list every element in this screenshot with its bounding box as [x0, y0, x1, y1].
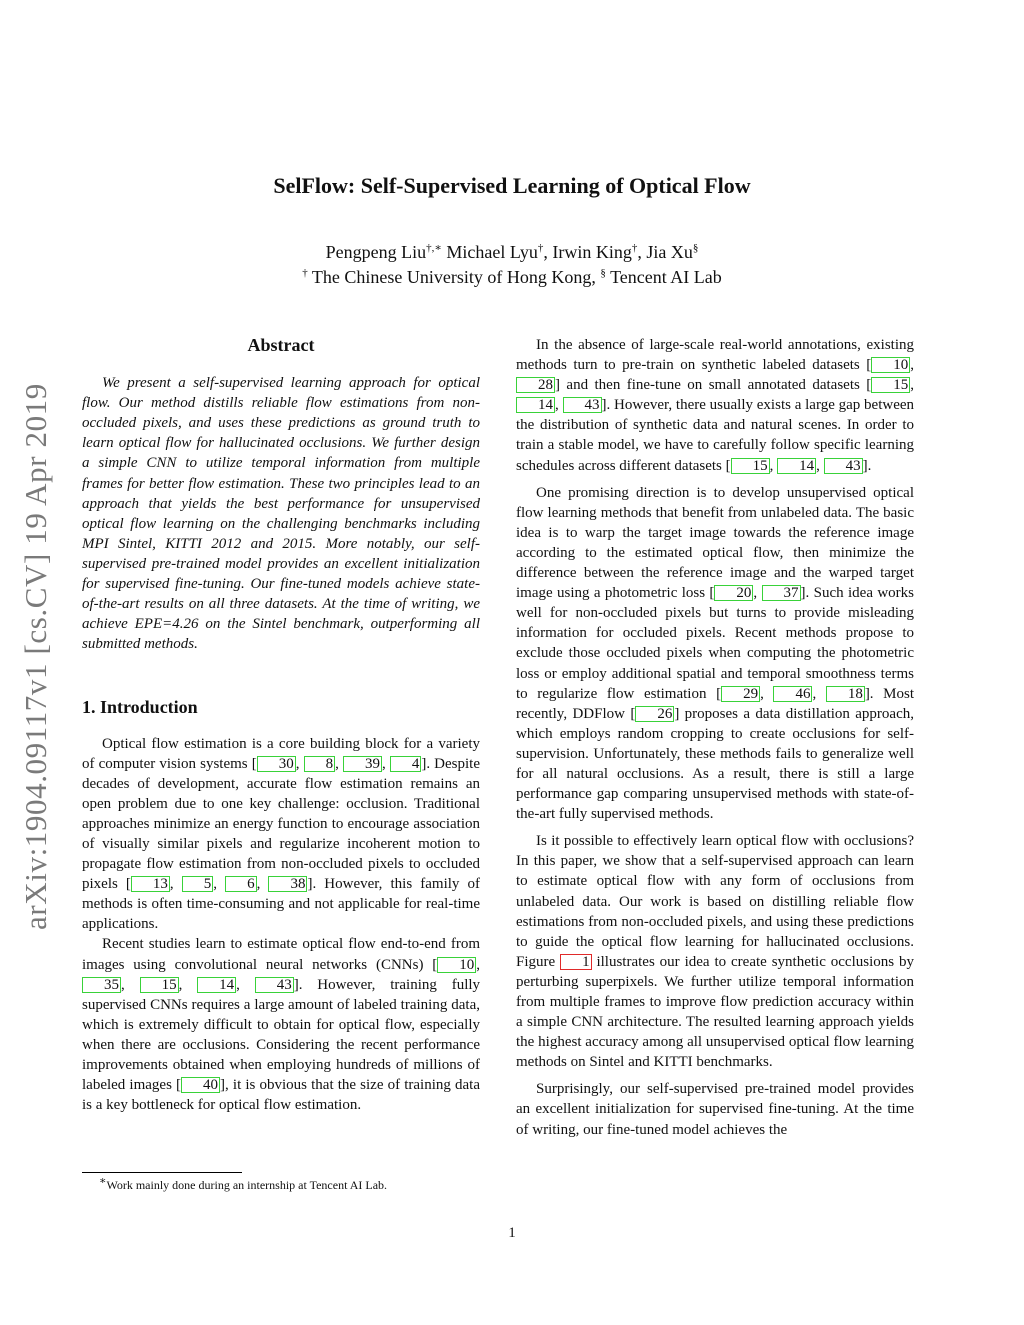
- citation-link[interactable]: 28: [516, 377, 555, 393]
- citation-link[interactable]: 13: [131, 876, 170, 892]
- citation-link[interactable]: 15: [731, 458, 770, 474]
- citation-link[interactable]: 39: [343, 756, 382, 772]
- citation-link[interactable]: 15: [140, 977, 179, 993]
- author-name: Michael Lyu: [446, 242, 538, 262]
- citation-link[interactable]: 38: [268, 876, 307, 892]
- author-mark: †,∗: [426, 242, 442, 254]
- citation-link[interactable]: 37: [762, 585, 801, 601]
- footnote: [99, 1175, 388, 1193]
- citation-link[interactable]: 26: [635, 706, 674, 722]
- affiliation: The Chinese University of Hong Kong,: [311, 267, 596, 287]
- footnote-text: Work mainly done during an internship at Tencent AI Lab.: [106, 1178, 388, 1192]
- citation-link[interactable]: 40: [181, 1077, 220, 1093]
- citation-link[interactable]: 43: [824, 458, 863, 474]
- citation-link[interactable]: 14: [516, 397, 555, 413]
- author-name: Jia Xu: [646, 242, 693, 262]
- abstract-body: We present a self-supervised learning approach for optical flow. Our method distills reliable flow estimations from non-occluded pixels, and uses these predictions as ground truth to learn optical flow for hallucinated occlusions. We further design a simple CNN to utilize temporal information from multiple frames for better flow estimation. These two principles lead to an approach that yields the best performance for unsupervised optical flow learning on the challenging benchmarks including MPI Sintel, KITTI 2012 and 2015. More notably, our self-supervised pre-trained model provides an excellent initialization for supervised fine-tuning. Our fine-tuned models achieve state-of-the-art results on all three datasets. At the time of writing, we achieve EPE=4.26 on the Sintel benchmark, outperforming all submitted methods.: [82, 375, 480, 653]
- affiliation-line: [0, 265, 1024, 290]
- author-name: Pengpeng Liu: [325, 242, 427, 262]
- right-paragraph-3: Is it possible to effectively learn optical flow with occlusions? In this paper, we show that a self-supervised approach can learn to estimate optical flow with any form of occlusions from unlabeled data. Our work is based on distilling reliable flow estimations from non-occluded pixels, and using these predictions to guide the optical flow learning for hallucinated occlusions. Figure 1 illustrates our idea to create synthetic occlusions by perturbing superpixels. We further utilize temporal information from multiple frames to improve flow prediction accuracy within a simple CNN architecture. The resulted learning approach yields the highest accuracy among all unsupervised optical flow learning methods on Sintel and KITTI benchmarks.: [516, 833, 914, 1071]
- footnote-mark: ∗: [99, 1175, 107, 1187]
- citation-link[interactable]: 10: [437, 957, 476, 973]
- author-block: [0, 240, 1024, 290]
- citation-link[interactable]: 43: [255, 977, 294, 993]
- affiliation-mark: §: [600, 267, 606, 279]
- right-paragraph-2: One promising direction is to develop unsupervised optical flow learning methods that benefit from unlabeled data. The basic idea is to warp the target image towards the reference image according to the estimated optical flow, then minimize the difference between the reference image and the warped target image using a photometric loss [ 20 , 37 ]. Such idea works well for non-occluded pixels but turns to provide misleading information for occluded pixels. Recent methods propose to exclude those occluded pixels when computing the photometric loss or employ additional spatial and temporal smoothness terms to regularize flow estimation [ 29 , 46 , 18 ]. Most recently, DDFlow [ 26 ] proposes a data distillation approach, which employs random cropping to create occlusions for self-supervision. Unfortunately, these methods fails to generalize well for all natural occlusions. As a result, there is still a large performance gap comparing unsupervised methods with state-of-the-art fully supervised methods.: [516, 484, 915, 823]
- figure-link[interactable]: 1: [560, 954, 592, 970]
- intro-paragraph-2: Recent studies learn to estimate optical flow end-to-end from images using convolutional neural networks (CNNs) [ 10 , 35 , 15 , 14 , 43 ]. However, training fully supervised CNNs requires a large amount of labeled training data, which is extremely difficult to obtain for optical flow, especially when there are occlusions. Considering the recent performance improvements obtained when employing hundreds of millions of labeled images [ 40 ], it is obvious that the size of training data is a key bottleneck for optical flow estimation.: [82, 936, 481, 1114]
- right-paragraph-1: In the absence of large-scale real-world annotations, existing methods turn to pre-train on synthetic labeled datasets [ 10 , 28 ] and then fine-tune on small annotated datasets [ 15 , 14 , 43 ]. However, there usually exists a large gap between the distribution of synthetic data and natural scenes. In order to train a stable model, we have to carefully follow specific learning schedules across different datasets [ 15 , 14 , 43 ].: [516, 337, 915, 474]
- paper-title: SelFlow: Self-Supervised Learning of Optical Flow: [273, 173, 751, 198]
- arxiv-stamp: arXiv:1904.09117v1 [cs.CV] 19 Apr 2019: [18, 383, 53, 930]
- author-name: Irwin King: [552, 242, 632, 262]
- author-mark: †: [537, 242, 544, 254]
- citation-link[interactable]: 20: [714, 585, 753, 601]
- affiliation-mark: †: [302, 267, 308, 279]
- abstract-heading: Abstract: [247, 335, 315, 355]
- citation-link[interactable]: 6: [225, 876, 257, 892]
- affiliation: Tencent AI Lab: [610, 267, 722, 287]
- citation-link[interactable]: 18: [826, 686, 865, 702]
- author-list: Pengpeng Liu†,∗ Michael Lyu†, Irwin King†, Jia Xu§: [325, 242, 699, 262]
- citation-link[interactable]: 43: [563, 397, 602, 413]
- intro-paragraph-1: Optical flow estimation is a core building block for a variety of computer vision systems [ 30 , 8 , 39 , 4 ]. Despite decades of development, accurate flow estimation remains an open problem due to one key challenge: occlusion. Traditional approaches minimize an energy function to encourage association of visually similar pixels and regularize incoherent motion to propagate flow estimation from non-occluded pixels to occluded pixels [ 13 , 5 , 6 , 38 ]. However, this family of methods is often time-consuming and not applicable for real-time applications.: [82, 735, 481, 933]
- citation-link[interactable]: 35: [82, 977, 121, 993]
- citation-link[interactable]: 10: [871, 357, 910, 373]
- author-mark: §: [692, 242, 699, 254]
- citation-link[interactable]: 30: [257, 756, 296, 772]
- citation-link[interactable]: 4: [390, 756, 422, 772]
- right-paragraph-4: Surprisingly, our self-supervised pre-trained model provides an excellent initialization for supervised fine-tuning. At the time of writing, our fine-tuned model achieves the: [516, 1081, 914, 1138]
- author-mark: †: [631, 242, 638, 254]
- section-heading-introduction: 1. Introduction: [82, 697, 198, 718]
- page-number: 1: [508, 1225, 516, 1241]
- citation-link[interactable]: 14: [197, 977, 236, 993]
- citation-link[interactable]: 14: [777, 458, 816, 474]
- citation-link[interactable]: 8: [304, 756, 336, 772]
- footnote-rule: [82, 1172, 242, 1173]
- right-column: [516, 335, 914, 1140]
- citation-link[interactable]: 15: [871, 377, 910, 393]
- left-column: [82, 335, 480, 1115]
- citation-link[interactable]: 5: [182, 876, 214, 892]
- citation-link[interactable]: 46: [773, 686, 812, 702]
- citation-link[interactable]: 29: [721, 686, 760, 702]
